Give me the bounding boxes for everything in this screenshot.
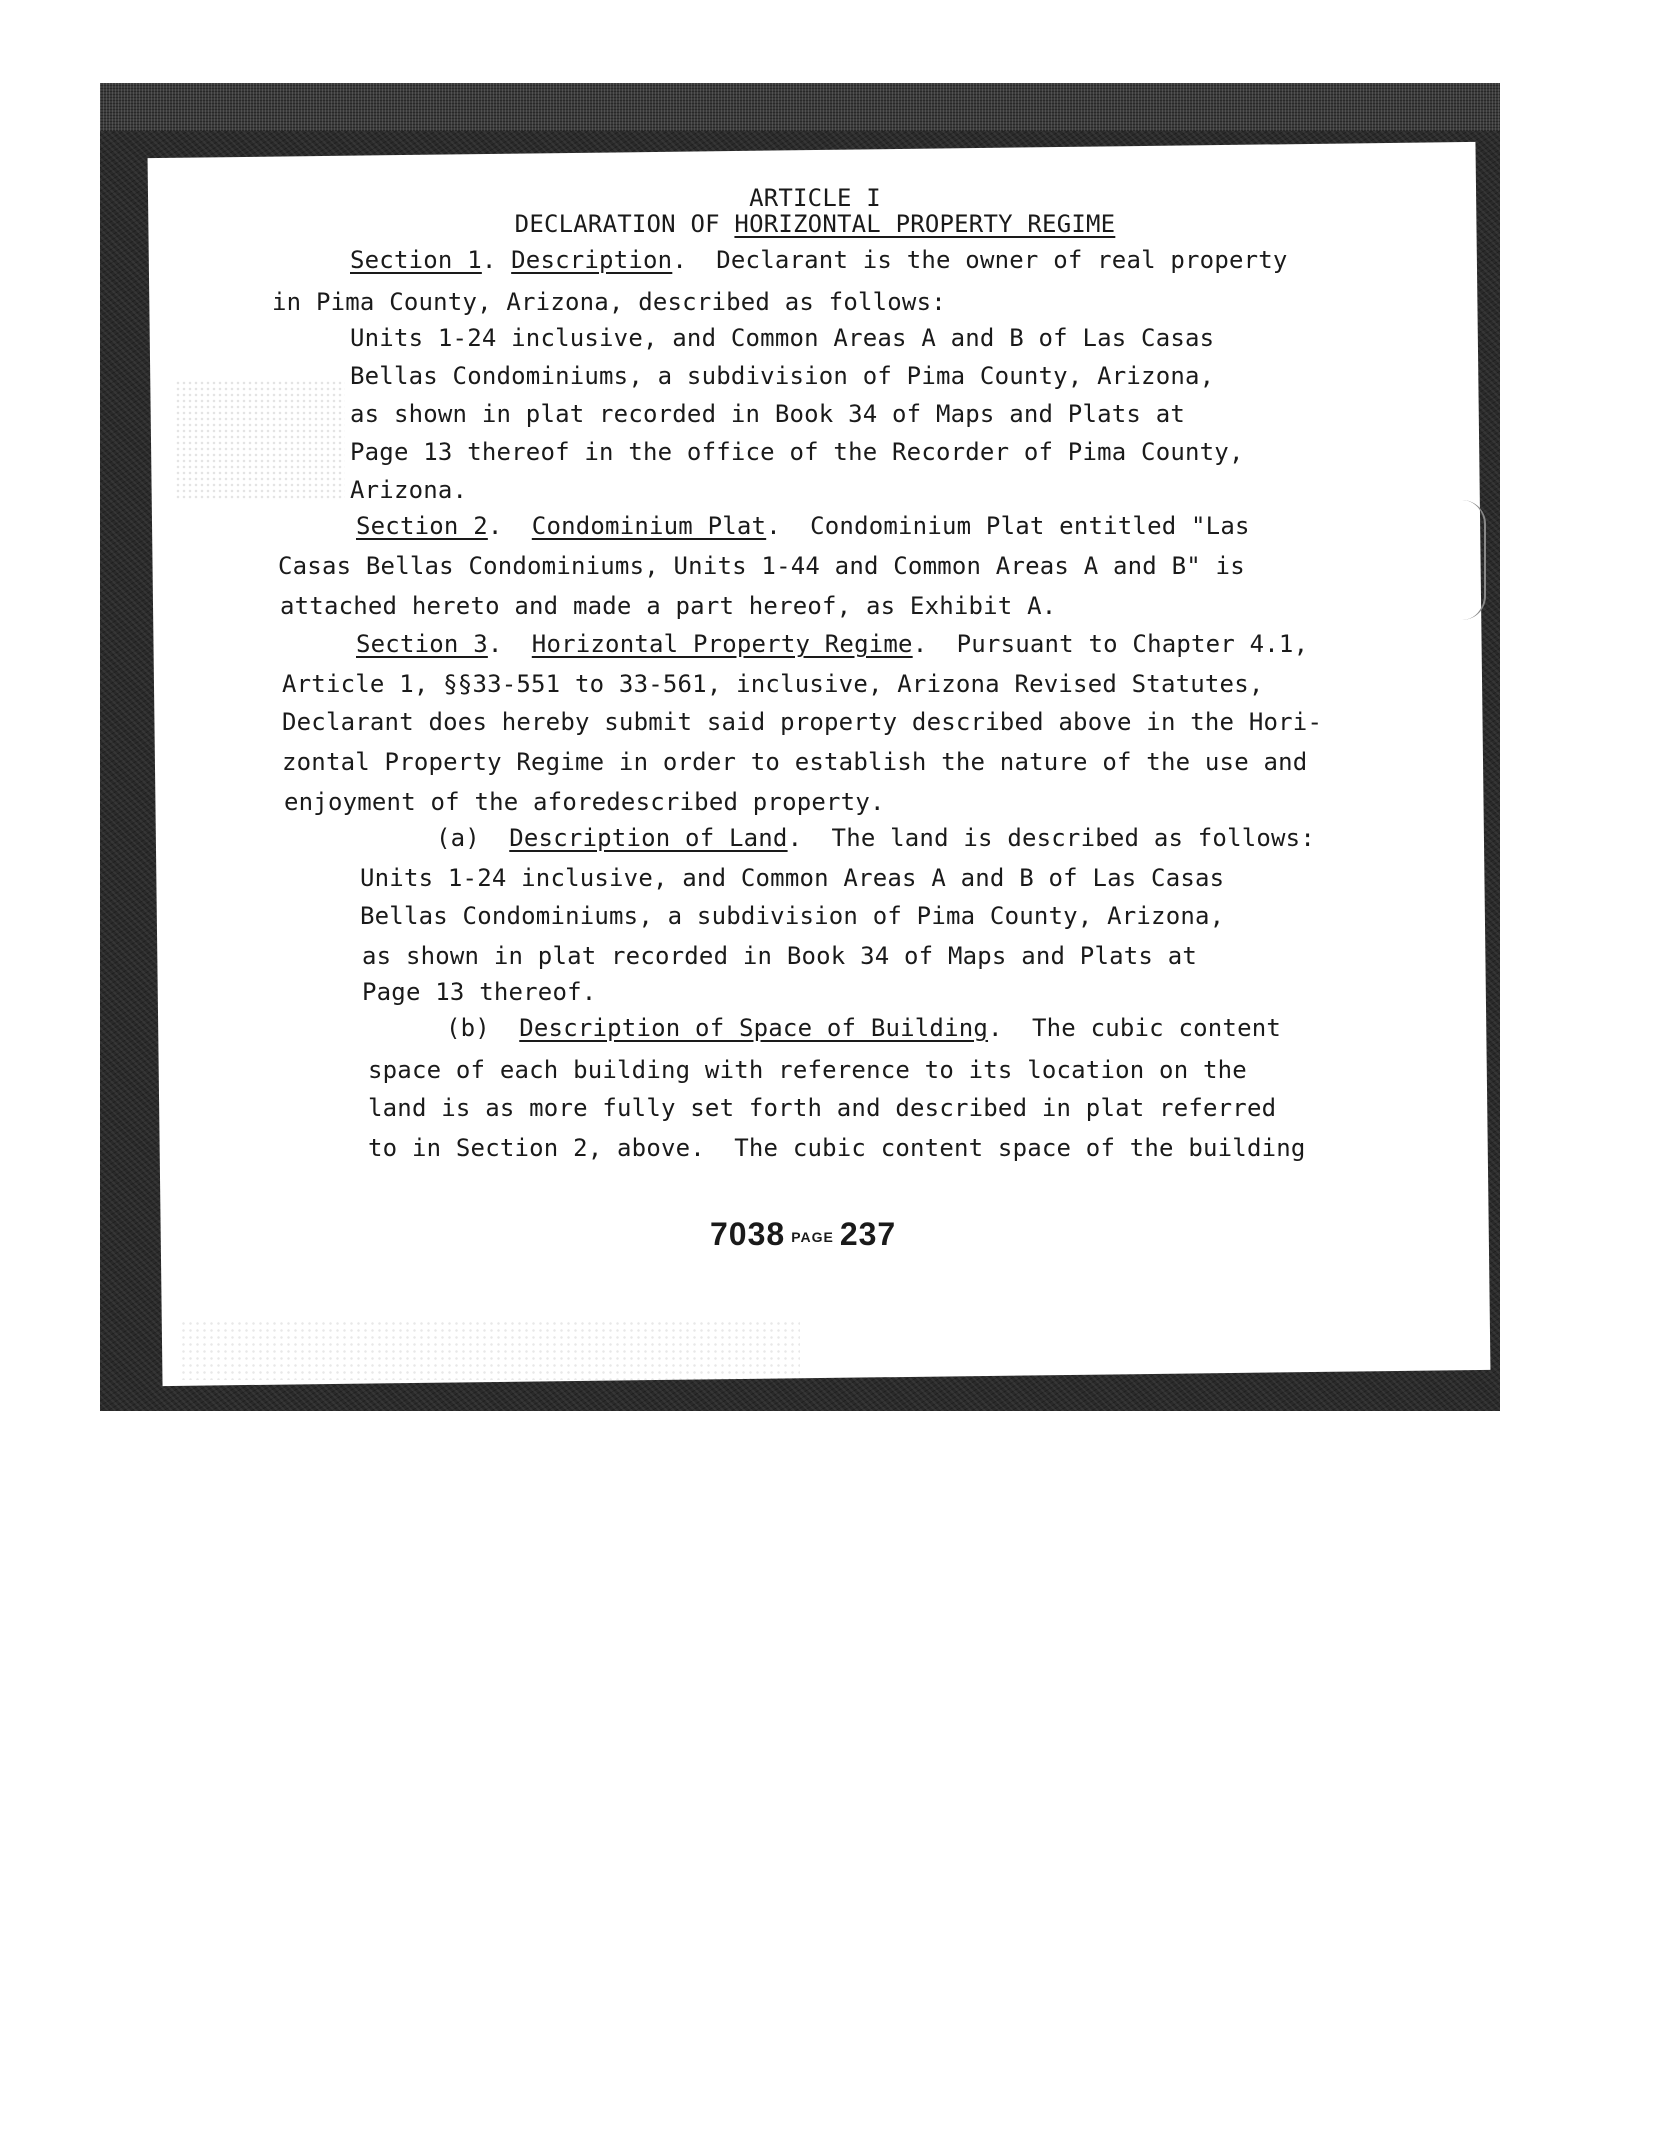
underlined-text: Section 3 <box>356 630 488 658</box>
underlined-text: Horizontal Property Regime <box>531 630 913 658</box>
document-line <box>356 632 1308 656</box>
subheading-part: DECLARATION OF <box>514 210 735 238</box>
document-line <box>368 1096 1276 1120</box>
document-line <box>362 944 1197 968</box>
text-segment: . Pursuant to Chapter 4.1, <box>912 630 1309 658</box>
text-segment: land is as more fully set forth and described in plat referred <box>368 1094 1277 1122</box>
text-segment: Arizona. <box>350 476 468 504</box>
document-line <box>436 826 1315 850</box>
text-segment: . Condominium Plat entitled "Las <box>766 512 1250 540</box>
article-subheading <box>365 212 1265 236</box>
scan-top-strip <box>100 83 1500 131</box>
underlined-text: Description of Space of Building <box>519 1014 989 1042</box>
underlined-text: Section 1 <box>350 246 482 274</box>
document-line <box>280 594 1056 618</box>
underlined-text: Condominium Plat <box>531 512 767 540</box>
underlined-text: Description <box>511 246 673 274</box>
text-segment: to in Section 2, above. The cubic content space of the building <box>368 1134 1306 1162</box>
text-segment: Bellas Condominiums, a subdivision of Pima County, Arizona, <box>350 362 1215 390</box>
underlined-text: Section 2 <box>356 512 488 540</box>
text-segment: . <box>487 512 532 540</box>
document-line <box>282 672 1264 696</box>
document-line <box>446 1016 1281 1040</box>
document-line <box>350 402 1185 426</box>
text-segment: attached hereto and made a part hereof, as Exhibit A. <box>280 592 1057 620</box>
page-label: PAGE <box>791 1228 834 1245</box>
text-segment: zontal Property Regime in order to establish the nature of the use and <box>282 748 1308 776</box>
document-line <box>282 710 1322 734</box>
document-line <box>284 790 885 814</box>
document-line <box>350 248 1288 272</box>
text-segment: . <box>487 630 532 658</box>
underlined-text: Description of Land <box>509 824 788 852</box>
page-number: 237 <box>839 1216 897 1252</box>
document-line <box>282 750 1307 774</box>
text-segment: Page 13 thereof in the office of the Recorder of Pima County, <box>350 438 1244 466</box>
text-segment: (b) <box>446 1014 520 1042</box>
scan-speckle <box>180 1320 800 1380</box>
page-curl <box>1462 500 1486 620</box>
text-segment: as shown in plat recorded in Book 34 of Maps and Plats at <box>362 942 1198 970</box>
text-segment: Units 1-24 inclusive, and Common Areas A and B of Las Casas <box>350 324 1215 352</box>
recording-reference <box>710 1216 896 1253</box>
text-segment: Units 1-24 inclusive, and Common Areas A and B of Las Casas <box>360 864 1225 892</box>
document-line <box>362 980 596 1004</box>
document-line <box>350 364 1214 388</box>
text-segment: . Declarant is the owner of real property <box>672 246 1288 274</box>
document-line <box>368 1136 1306 1160</box>
document-line <box>356 514 1250 538</box>
text-segment: Casas Bellas Condominiums, Units 1-44 and Common Areas A and B" is <box>278 552 1245 580</box>
document-line <box>350 326 1214 350</box>
document-line <box>272 290 946 314</box>
document-line <box>278 554 1245 578</box>
scan-speckle <box>175 380 345 500</box>
document-line <box>360 866 1224 890</box>
text-segment: (a) <box>436 824 510 852</box>
text-segment: . The cubic content <box>988 1014 1282 1042</box>
text-segment: Page 13 thereof. <box>362 978 597 1006</box>
text-segment: . <box>481 246 512 274</box>
text-segment: . The land is described as follows: <box>787 824 1315 852</box>
book-number: 7038 <box>710 1216 786 1252</box>
text-segment: Declarant does hereby submit said property described above in the Hori- <box>282 708 1323 736</box>
text-segment: as shown in plat recorded in Book 34 of Maps and Plats at <box>350 400 1186 428</box>
text-segment: in Pima County, Arizona, described as follows: <box>272 288 946 316</box>
article-heading: ARTICLE I <box>749 184 881 212</box>
text-segment: Article 1, §§33-551 to 33-561, inclusive, Arizona Revised Statutes, <box>282 670 1264 698</box>
document-line <box>368 1058 1247 1082</box>
text-segment: enjoyment of the aforedescribed property. <box>284 788 885 816</box>
subheading-underlined: HORIZONTAL PROPERTY REGIME <box>734 210 1116 238</box>
document-line <box>350 478 467 502</box>
document-line <box>360 904 1224 928</box>
text-segment: space of each building with reference to its location on the <box>368 1056 1247 1084</box>
document-line <box>350 440 1244 464</box>
text-segment: Bellas Condominiums, a subdivision of Pima County, Arizona, <box>360 902 1225 930</box>
